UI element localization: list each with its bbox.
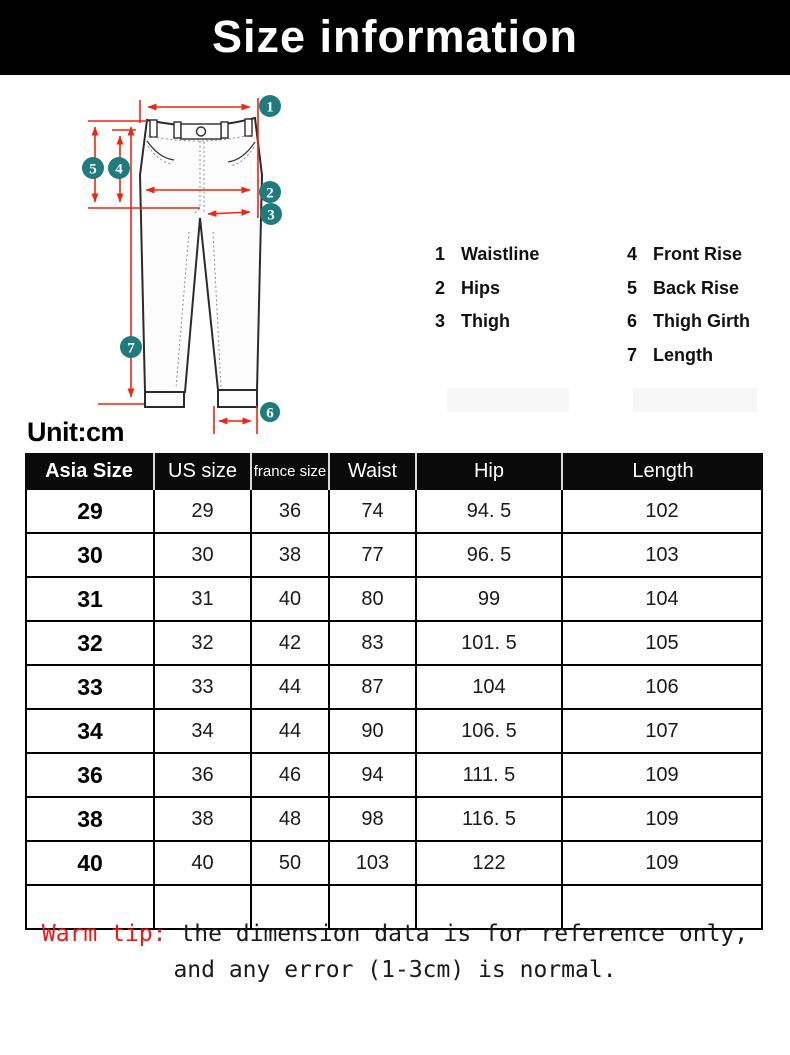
legend-number: 2 xyxy=(435,277,446,298)
table-row xyxy=(25,490,763,534)
table-cell: 40 xyxy=(25,842,155,886)
legend-label: Hips xyxy=(461,277,501,298)
callout-badge-2 xyxy=(259,181,281,203)
table-cell: 83 xyxy=(330,622,417,666)
table-cell: 40 xyxy=(155,842,252,886)
table-cell: 101. 5 xyxy=(417,622,563,666)
table-cell: 109 xyxy=(563,842,763,886)
table-cell: 36 xyxy=(25,754,155,798)
size-table-body xyxy=(25,490,763,930)
table-cell: 102 xyxy=(563,490,763,534)
legend-number: 4 xyxy=(627,244,638,265)
table-cell: 77 xyxy=(330,534,417,578)
ghost-block xyxy=(633,388,757,412)
table-cell: 109 xyxy=(563,754,763,798)
legend-item-thigh-girth xyxy=(627,305,750,339)
legend-label: Length xyxy=(653,344,713,365)
warm-tip xyxy=(0,916,790,988)
callout-badge-1 xyxy=(259,95,281,117)
legend-label: Thigh Girth xyxy=(653,311,750,332)
svg-text:7: 7 xyxy=(127,340,135,357)
table-cell: 99 xyxy=(417,578,563,622)
table-cell: 104 xyxy=(563,578,763,622)
legend-item-length xyxy=(627,339,750,373)
legend-number: 7 xyxy=(627,344,638,365)
table-cell: 30 xyxy=(25,534,155,578)
table-cell: 40 xyxy=(252,578,330,622)
table-cell: 48 xyxy=(252,798,330,842)
table-cell: 36 xyxy=(155,754,252,798)
table-cell: 46 xyxy=(252,754,330,798)
table-cell: 32 xyxy=(155,622,252,666)
legend-item-back-rise xyxy=(627,272,750,306)
table-cell: 111. 5 xyxy=(417,754,563,798)
table-cell: 105 xyxy=(563,622,763,666)
pants-diagram xyxy=(55,85,400,445)
size-table xyxy=(25,453,763,930)
column-header-france-size: france size xyxy=(252,453,330,490)
table-row xyxy=(25,666,763,710)
table-cell: 32 xyxy=(25,622,155,666)
table-row xyxy=(25,578,763,622)
size-table-header xyxy=(25,453,763,490)
legend-number: 3 xyxy=(435,311,446,332)
column-header-length: Length xyxy=(563,453,763,490)
pants-outline-icon xyxy=(140,118,262,407)
legend-item-hips xyxy=(435,272,539,306)
table-cell: 34 xyxy=(155,710,252,754)
ghost-block xyxy=(447,388,569,412)
svg-text:4: 4 xyxy=(115,161,123,178)
table-cell: 30 xyxy=(155,534,252,578)
table-cell: 29 xyxy=(155,490,252,534)
table-cell: 104 xyxy=(417,666,563,710)
legend-label: Front Rise xyxy=(653,244,743,265)
table-cell: 116. 5 xyxy=(417,798,563,842)
warm-tip-line1: Warm tip: the dimension data is for reference only, xyxy=(41,921,749,947)
table-cell: 38 xyxy=(155,798,252,842)
svg-text:2: 2 xyxy=(266,185,274,202)
legend-number: 1 xyxy=(435,244,446,265)
table-cell: 106. 5 xyxy=(417,710,563,754)
table-cell: 74 xyxy=(330,490,417,534)
table-cell: 34 xyxy=(25,710,155,754)
table-row xyxy=(25,842,763,886)
table-cell: 50 xyxy=(252,842,330,886)
table-cell: 103 xyxy=(563,534,763,578)
legend-right-column xyxy=(627,238,750,372)
table-cell: 33 xyxy=(155,666,252,710)
column-header-asia-size: Asia Size xyxy=(25,453,155,490)
column-header-waist: Waist xyxy=(330,453,417,490)
table-cell: 109 xyxy=(563,798,763,842)
svg-text:3: 3 xyxy=(267,207,275,224)
table-cell: 96. 5 xyxy=(417,534,563,578)
warm-tip-line2: and any error (1-3cm) is normal. xyxy=(173,957,617,983)
legend-label: Back Rise xyxy=(653,277,740,298)
title-bar xyxy=(0,0,790,75)
table-cell: 38 xyxy=(252,534,330,578)
legend-item-front-rise xyxy=(627,238,750,272)
svg-text:1: 1 xyxy=(266,99,274,116)
legend-label: Thigh xyxy=(461,311,510,332)
table-cell: 107 xyxy=(563,710,763,754)
table-cell: 122 xyxy=(417,842,563,886)
callout-badge-7 xyxy=(120,336,142,358)
table-cell: 42 xyxy=(252,622,330,666)
table-cell: 44 xyxy=(252,666,330,710)
warm-tip-label: Warm tip: xyxy=(41,921,167,947)
callout-badge-4 xyxy=(108,157,130,179)
table-cell: 87 xyxy=(330,666,417,710)
table-row xyxy=(25,710,763,754)
callout-badge-3 xyxy=(260,203,282,225)
table-row xyxy=(25,622,763,666)
table-cell: 38 xyxy=(25,798,155,842)
table-cell: 80 xyxy=(330,578,417,622)
legend-number: 6 xyxy=(627,311,638,332)
table-cell: 31 xyxy=(25,578,155,622)
unit-label: Unit:cm xyxy=(27,417,124,447)
svg-text:5: 5 xyxy=(89,161,97,178)
table-cell: 106 xyxy=(563,666,763,710)
legend-label: Waistline xyxy=(461,244,540,265)
column-header-us-size: US size xyxy=(155,453,252,490)
legend-number: 5 xyxy=(627,277,638,298)
table-cell: 103 xyxy=(330,842,417,886)
table-cell: 98 xyxy=(330,798,417,842)
svg-text:6: 6 xyxy=(266,405,274,422)
page-title: Size information xyxy=(211,11,579,62)
table-cell: 33 xyxy=(25,666,155,710)
callout-badge-5 xyxy=(82,157,104,179)
table-row xyxy=(25,754,763,798)
legend-item-thigh xyxy=(435,305,539,339)
table-cell: 31 xyxy=(155,578,252,622)
table-row xyxy=(25,534,763,578)
column-header-hip: Hip xyxy=(417,453,563,490)
table-row xyxy=(25,798,763,842)
table-cell: 44 xyxy=(252,710,330,754)
legend-item-waistline xyxy=(435,238,539,272)
table-cell: 36 xyxy=(252,490,330,534)
legend-left-column xyxy=(435,238,539,339)
table-cell: 94. 5 xyxy=(417,490,563,534)
table-cell: 29 xyxy=(25,490,155,534)
callout-badge-6 xyxy=(260,402,280,422)
table-cell: 94 xyxy=(330,754,417,798)
table-cell: 90 xyxy=(330,710,417,754)
